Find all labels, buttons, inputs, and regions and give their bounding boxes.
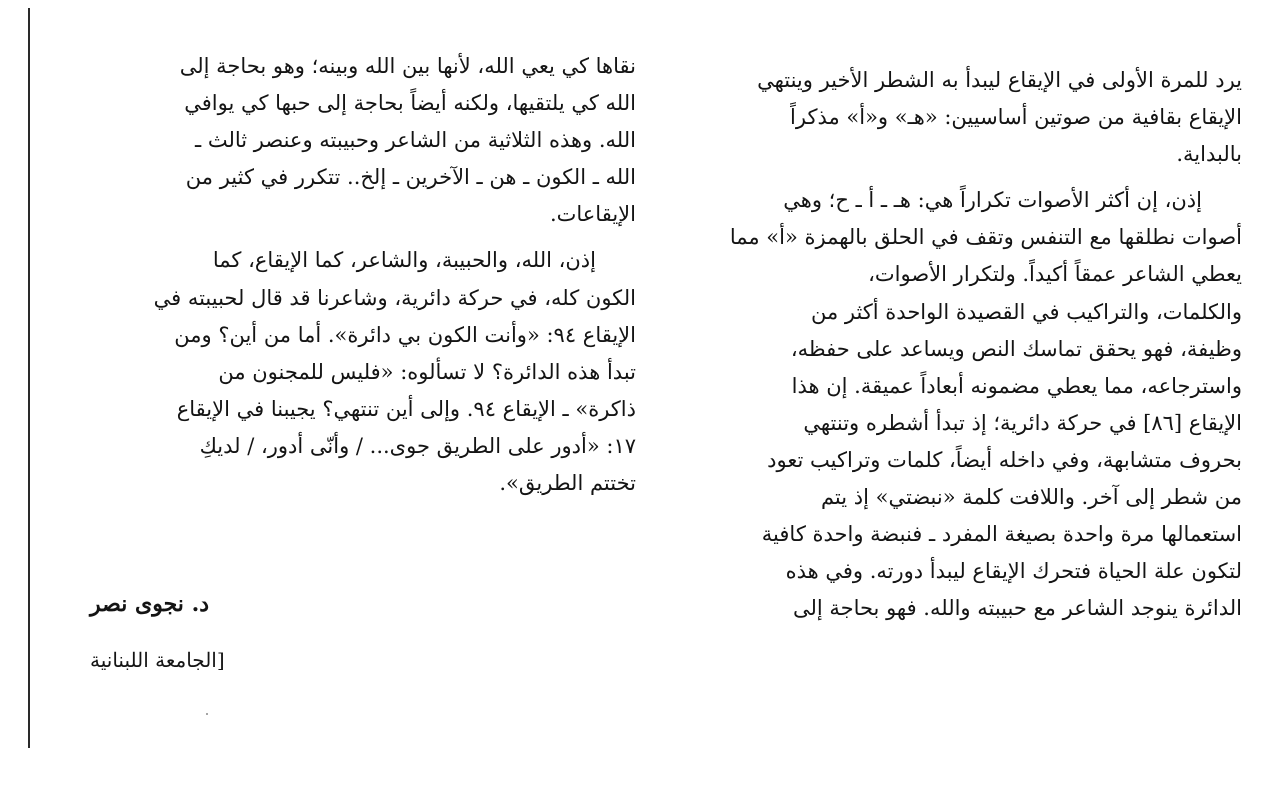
right-column (684, 62, 1242, 627)
text-line: إذن، إن أكثر الأصوات تكراراً هي: هـ ـ أ ـ ح؛ وهي (783, 188, 1202, 213)
text-line: وظيفة، فهو يحقق تماسك النص ويساعد على حفظه، (790, 336, 1242, 361)
author-affiliation: [الجامعة اللبنانية (90, 648, 225, 672)
text-line: الله كي يلتقيها، ولكنه أيضاً بحاجة إلى حبها كي يوافي (184, 91, 636, 116)
scan-speck (206, 713, 208, 715)
text-line: إذن، الله، والحبيبة، والشاعر، كما الإيقاع، كما (212, 248, 596, 273)
text-line: والكلمات، والتراكيب في القصيدة الواحدة أكثر من (810, 299, 1242, 324)
text-line: استعمالها مرة واحدة بصيغة المفرد ـ فنبضة واحدة كافية (761, 522, 1242, 547)
text-line: تبدأ هذه الدائرة؟ لا تسألوه: «فليس للمجنون من (218, 359, 636, 384)
text-line: الإيقاع [٨٦] في حركة دائرية؛ إذ تبدأ أشطره وتنتهي (803, 410, 1242, 435)
text-line: الدائرة ينوجد الشاعر مع حبيبته والله. فهو بحاجة إلى (792, 596, 1242, 621)
margin-rule-line (28, 8, 30, 748)
text-line: تختتم الطريق». (499, 471, 636, 496)
left-column (90, 48, 636, 502)
text-line: من شطر إلى آخر. واللافت كلمة «نبضتي» إذ يتم (820, 485, 1242, 510)
text-line: نقاها كي يعي الله، لأنها بين الله وبينه؛ وهو بحاجة إلى (179, 54, 636, 78)
text-line: الإيقاع ٩٤: «وأنت الكون بي دائرة». أما من أين؟ ومن (174, 322, 636, 347)
text-line: لتكون علة الحياة فتحرك الإيقاع ليبدأ دورته. وفي هذه (785, 559, 1242, 584)
text-line: يرد للمرة الأولى في الإيقاع ليبدأ به الشطر الأخير وينتهي (757, 68, 1242, 92)
text-line: الإيقاعات. (549, 202, 636, 227)
text-line: يعطي الشاعر عمقاً أكيداً. ولتكرار الأصوات، (868, 262, 1242, 287)
paragraph-gap (90, 233, 636, 242)
text-line: ذاكرة» ـ الإيقاع ٩٤. وإلى أين تنتهي؟ يجيبنا في الإيقاع (176, 396, 636, 421)
text-line: الكون كله، في حركة دائرية، وشاعرنا قد قال لحبيبته في (153, 285, 636, 310)
text-line: الله ـ الكون ـ هن ـ الآخرين ـ إلخ.. تتكرر في كثير من (185, 165, 636, 190)
text-line: الإيقاع بقافية من صوتين أساسيين: «هـ» و«أ» مذكراً (790, 105, 1242, 130)
author-name: د. نجوى نصر (90, 591, 210, 617)
text-line: واسترجاعه، مما يعطي مضمونه أبعاداً عميقة. إن هذا (791, 373, 1242, 398)
text-line: الله. وهذه الثلاثية من الشاعر وحبيبته وعنصر ثالث ـ (195, 128, 636, 153)
text-line: أصوات نطلقها مع التنفس وتقف في الحلق بالهمزة «أ» مما (729, 225, 1242, 250)
text-line: بالبداية. (1176, 142, 1242, 167)
paragraph-gap (684, 173, 1242, 182)
text-line: بحروف متشابهة، وفي داخله أيضاً، كلمات وتراكيب تعود (767, 447, 1242, 472)
text-line: ١٧: «أدور على الطريق جوى... / وأنّى أدور، / لديكِ (199, 433, 636, 458)
